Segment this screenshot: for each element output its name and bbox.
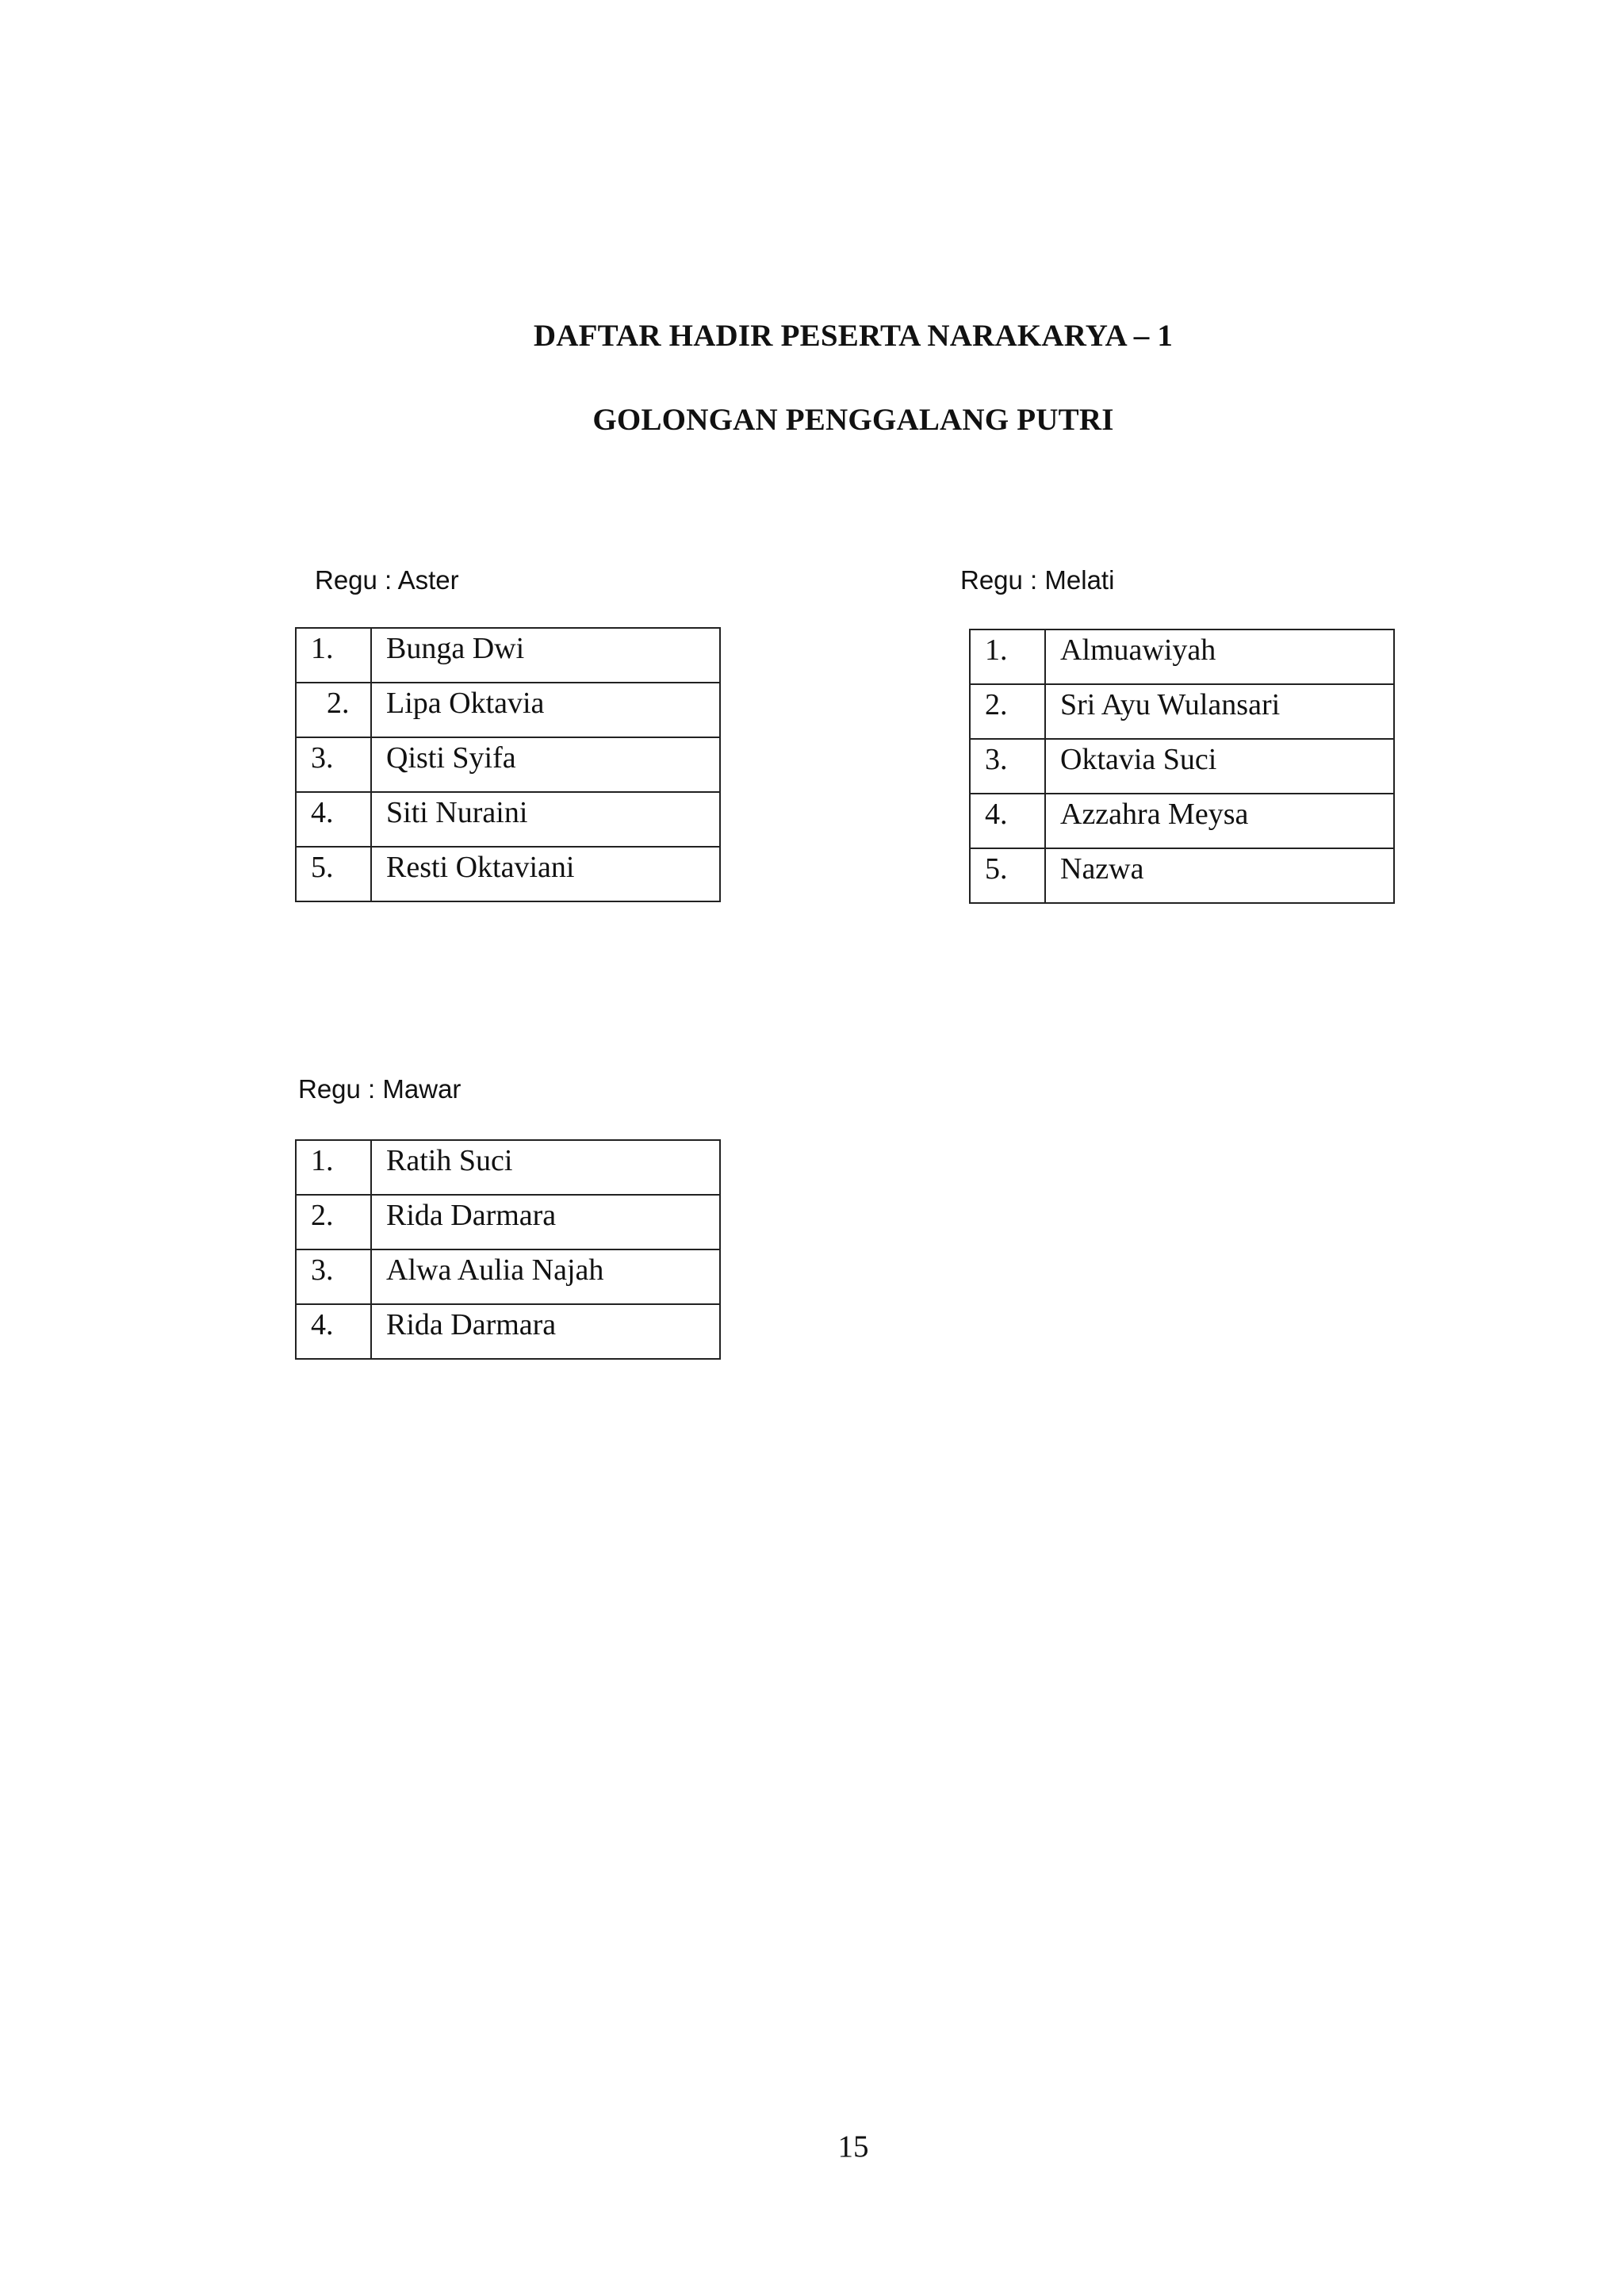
member-name: Ratih Suci (371, 1140, 720, 1195)
member-number: 1. (296, 628, 371, 683)
member-name: Sri Ayu Wulansari (1045, 684, 1394, 739)
table-row (970, 684, 1394, 739)
table-row (296, 1195, 720, 1249)
table-row (970, 848, 1394, 903)
member-number: 2. (296, 1195, 371, 1249)
table-row (296, 1304, 720, 1359)
member-name: Azzahra Meysa (1045, 794, 1394, 848)
table-row (296, 1140, 720, 1195)
member-number: 5. (296, 847, 371, 901)
member-number: 2. (296, 683, 371, 737)
member-name: Rida Darmara (371, 1304, 720, 1359)
member-number: 4. (296, 792, 371, 847)
member-name: Nazwa (1045, 848, 1394, 903)
member-number: 1. (970, 629, 1045, 684)
member-number: 4. (296, 1304, 371, 1359)
table-row (296, 628, 720, 683)
group-label-melati: Regu : Melati (960, 565, 1115, 595)
member-number: 3. (296, 737, 371, 792)
member-name: Lipa Oktavia (371, 683, 720, 737)
member-number: 4. (970, 794, 1045, 848)
page-title: DAFTAR HADIR PESERTA NARAKARYA – 1 (533, 319, 1174, 353)
group-label-aster: Regu : Aster (315, 565, 459, 595)
table-row (970, 629, 1394, 684)
member-name: Alwa Aulia Najah (371, 1249, 720, 1304)
member-name: Rida Darmara (371, 1195, 720, 1249)
table-row (296, 847, 720, 901)
member-name: Siti Nuraini (371, 792, 720, 847)
member-name: Qisti Syifa (371, 737, 720, 792)
group-table-melati (969, 629, 1395, 904)
table-row (970, 739, 1394, 794)
member-number: 5. (970, 848, 1045, 903)
table-row (296, 1249, 720, 1304)
member-number: 3. (296, 1249, 371, 1304)
member-name: Resti Oktaviani (371, 847, 720, 901)
member-name: Oktavia Suci (1045, 739, 1394, 794)
group-label-mawar: Regu : Mawar (298, 1074, 462, 1104)
page-subtitle: GOLONGAN PENGGALANG PUTRI (592, 403, 1114, 437)
member-name: Bunga Dwi (371, 628, 720, 683)
member-name: Almuawiyah (1045, 629, 1394, 684)
group-table-aster (295, 627, 721, 902)
table-row (296, 737, 720, 792)
table-row (296, 683, 720, 737)
table-row (296, 792, 720, 847)
member-number: 2. (970, 684, 1045, 739)
table-row (970, 794, 1394, 848)
page-number: 15 (837, 2130, 869, 2164)
member-number: 3. (970, 739, 1045, 794)
group-table-mawar (295, 1139, 721, 1360)
member-number: 1. (296, 1140, 371, 1195)
